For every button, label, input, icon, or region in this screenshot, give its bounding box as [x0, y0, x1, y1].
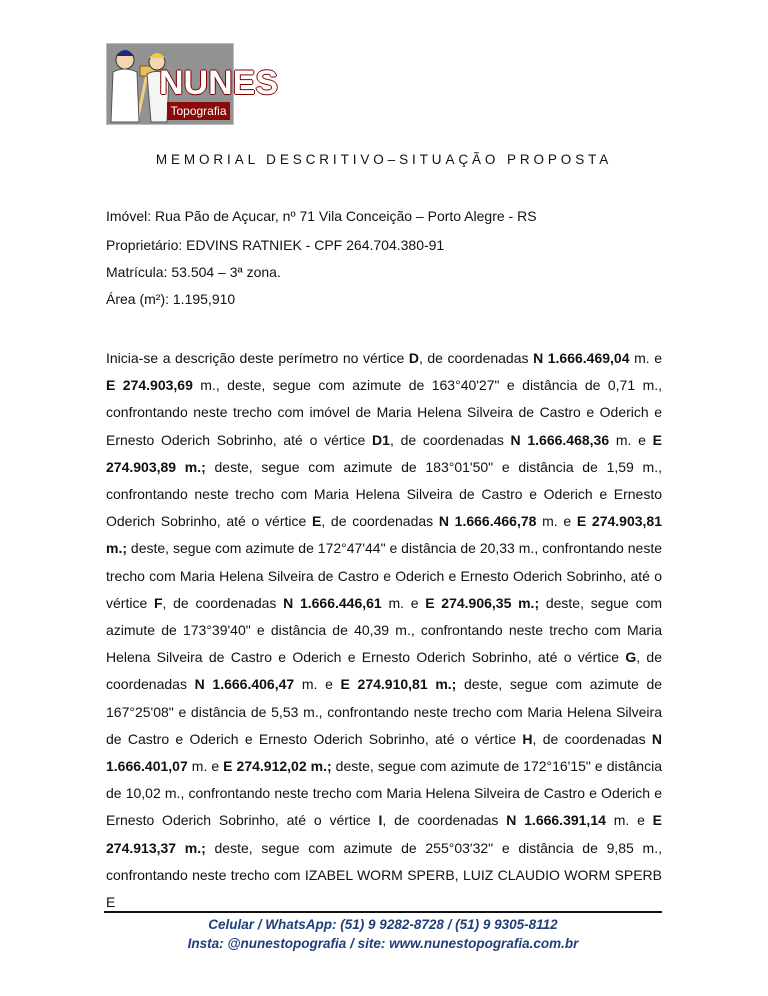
document-title: MEMORIAL DESCRITIVO–SITUAÇÃO PROPOSTA [155, 152, 613, 167]
footer-social: Insta: @nunestopografia / site: www.nunestopografia.com.br [187, 936, 579, 951]
info-imovel: Imóvel: Rua Pão de Açucar, nº 71 Vila Conceição – Porto Alegre - RS [106, 208, 537, 224]
info-matricula: Matrícula: 53.504 – 3ª zona. [106, 264, 281, 280]
perimeter-description: Inicia-se a descrição deste perímetro no vértice D, de coordenadas N 1.666.469,04 m. e E 274.903,69 m., deste, segue com azimute de 163°40'27" e distância de 0,71 m., confrontando neste trecho com imóvel de Maria Helena Silveira de Castro e Oderich e Ernesto Oderich Sobrinho, até o vértice D1, de coordenadas N 1.666.468,36 m. e E 274.903,89 m.; deste, segue com azimute de 183°01'50" e distância de 1,59 m., confrontando neste trecho com Maria Helena Silveira de Castro e Oderich e Ernesto Oderich Sobrinho, até o vértice E, de coordenadas N 1.666.466,78 m. e E 274.903,81 m.; deste, segue com azimute de 172°47'44" e distância de 20,33 m., confrontando neste trecho com Maria Helena Silveira de Castro e Oderich e Ernesto Oderich Sobrinho, até o vértice F, de coordenadas N 1.666.446,61 m. e E 274.906,35 m.; deste, segue com azimute de 173°39'40" e distância de 40,39 m., confrontando neste trecho com Maria Helena Silveira de Castro e Oderich e Ernesto Oderich Sobrinho, até o vértice G, de coordenadas N 1.666.406,47 m. e E 274.910,81 m.; deste, segue com azimute de 167°25'08" e distância de 5,53 m., confrontando neste trecho com Maria Helena Silveira de Castro e Oderich e Ernesto Oderich Sobrinho, até o vértice H, de coordenadas N 1.666.401,07 m. e E 274.912,02 m.; deste, segue com azimute de 172°16'15" e distância de 10,02 m., confrontando neste trecho com Maria Helena Silveira de Castro e Oderich e Ernesto Oderich Sobrinho, até o vértice I, de coordenadas N 1.666.391,14 m. e E 274.913,37 m.; deste, segue com azimute de 255°03'32" e distância de 9,85 m., confrontando neste trecho com IZABEL WORM SPERB, LUIZ CLAUDIO WORM SPERB E [106, 350, 663, 911]
logo-subtitle: Topografia [167, 102, 230, 120]
footer-contact: Celular / WhatsApp: (51) 9 9282-8728 / (51) 9 9305-8112 [208, 917, 558, 932]
company-logo [106, 43, 279, 125]
info-area: Área (m²): 1.195,910 [106, 291, 236, 307]
vertex-label: D [408, 350, 419, 366]
info-proprietario: Proprietário: EDVINS RATNIEK - CPF 264.704.380-91 [106, 237, 445, 253]
logo-wordmark: NUNES [159, 64, 279, 102]
footer-divider [104, 911, 662, 913]
